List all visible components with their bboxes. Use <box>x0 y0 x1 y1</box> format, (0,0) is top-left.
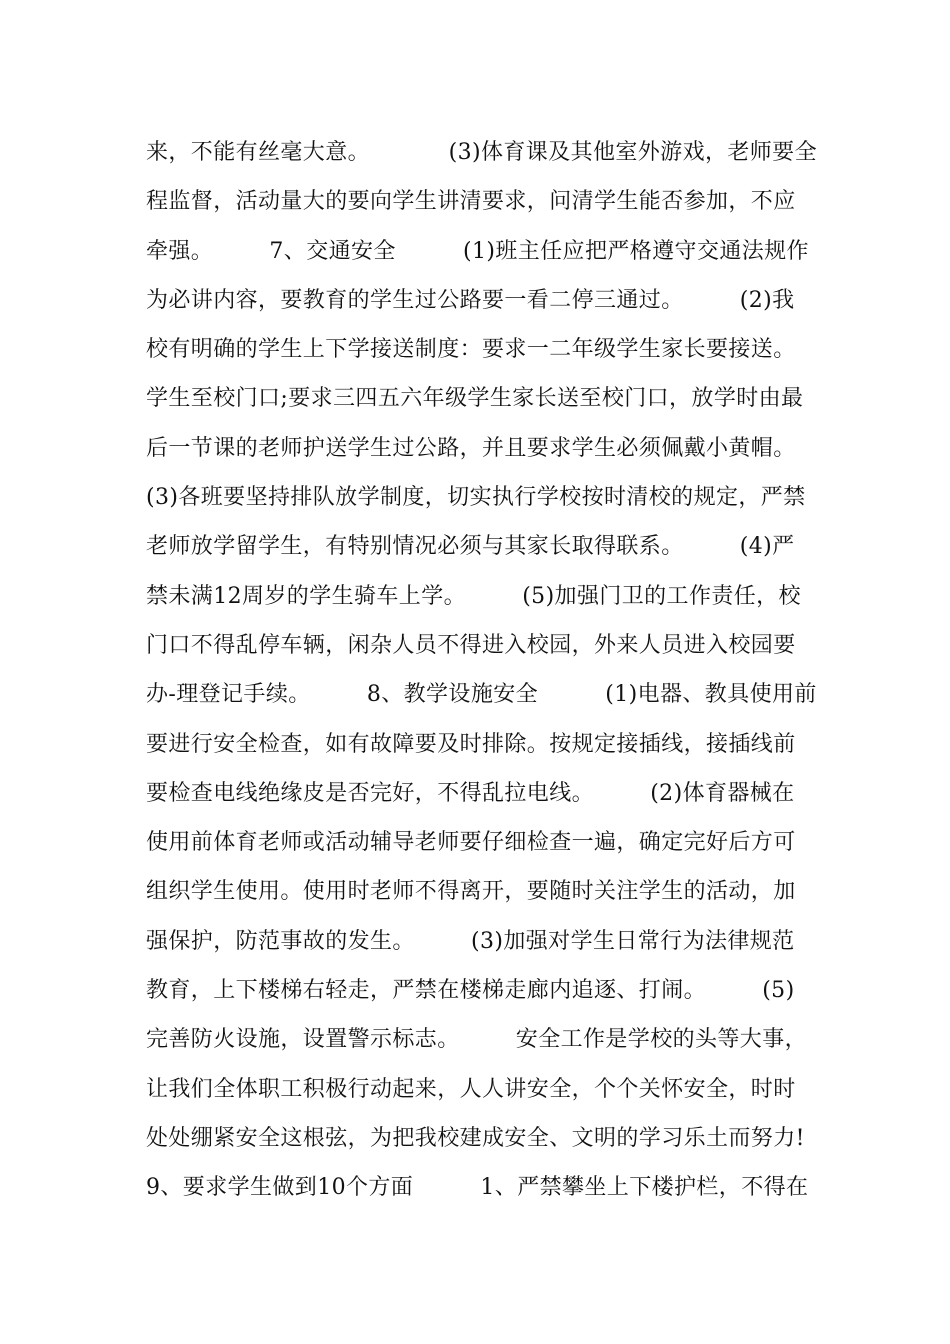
text-line: 老师放学留学生，有特别情况必须与其家长取得联系。 (4)严 <box>146 534 795 560</box>
text-line: 要进行安全检查，如有故障要及时排除。按规定接插线，接插线前 <box>146 731 796 757</box>
text-line: 组织学生使用。使用时老师不得离开，要随时关注学生的活动，加 <box>146 879 796 905</box>
text-line: 完善防火设施，设置警示标志。 安全工作是学校的头等大事， <box>146 1027 808 1053</box>
text-line: 强保护，防范事故的发生。 (3)加强对学生日常行为法律规范 <box>146 928 795 954</box>
text-line: 要检查电线绝缘皮是否完好，不得乱拉电线。 (2)体育器械在 <box>146 780 795 806</box>
text-line: 学生至校门口;要求三四五六年级学生家长送至校门口，放学时由最 <box>146 386 804 412</box>
text-line: 处处绷紧安全这根弦，为把我校建成安全、文明的学习乐土而努力! <box>146 1125 805 1151</box>
text-line: 牵强。 7、交通安全 (1)班主任应把严格遵守交通法规作 <box>146 238 809 264</box>
text-line: 校有明确的学生上下学接送制度：要求一二年级学生家长要接送。 <box>146 337 796 363</box>
text-line: 禁未满12周岁的学生骑车上学。 (5)加强门卫的工作责任，校 <box>146 583 801 609</box>
text-line: (3)各班要坚持排队放学制度，切实执行学校按时清校的规定，严禁 <box>146 485 806 511</box>
text-line: 为必讲内容，要教育的学生过公路要一看二停三通过。 (2)我 <box>146 287 795 313</box>
text-line: 来，不能有丝毫大意。 (3)体育课及其他室外游戏，老师要全 <box>146 140 817 165</box>
text-line: 9、要求学生做到10个方面 1、严禁攀坐上下楼护栏，不得在 <box>146 1175 809 1201</box>
text-line: 让我们全体职工积极行动起来，人人讲安全，个个关怀安全，时时 <box>146 1076 796 1102</box>
body-text <box>146 128 817 1213</box>
text-line: 程监督，活动量大的要向学生讲清要求，问清学生能否参加，不应 <box>146 189 796 215</box>
text-line: 使用前体育老师或活动辅导老师要仔细检查一遍，确定完好后方可 <box>146 830 796 856</box>
text-line: 后一节课的老师护送学生过公路，并且要求学生必须佩戴小黄帽。 <box>146 435 796 461</box>
text-line: 教育，上下楼梯右轻走，严禁在楼梯走廊内追逐、打闹。 (5) <box>146 978 795 1004</box>
text-line: 办-理登记手续。 8、教学设施安全 (1)电器、教具使用前 <box>146 682 817 708</box>
text-line: 门口不得乱停车辆，闲杂人员不得进入校园，外来人员进入校园要 <box>146 632 796 658</box>
